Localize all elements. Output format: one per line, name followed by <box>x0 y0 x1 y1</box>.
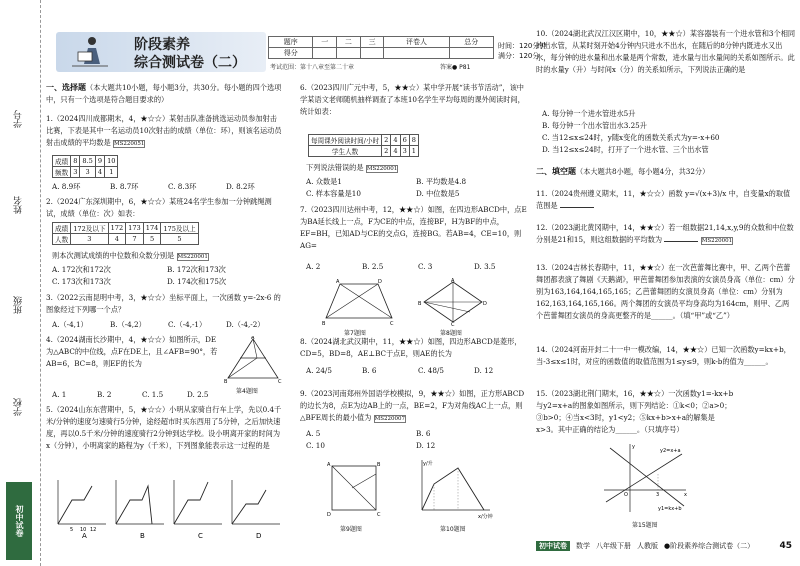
footer-brand: 初中试卷 <box>536 541 570 551</box>
score-col-label: 题序 <box>269 37 313 48</box>
q8-option-c[interactable]: C. 48/5 <box>418 366 444 375</box>
svg-text:C: C <box>377 512 381 518</box>
q12-code: MS220001 <box>701 238 733 244</box>
q5-letter-c: C <box>198 532 203 540</box>
q8-text: 8.（2024湖北武汉期中，11，★★☆）如图，四边形ABCD是菱形，CD=5，BD=8，AE⊥BC于点E，则AE的长为 <box>300 337 522 358</box>
svg-text:C: C <box>451 322 455 326</box>
q10-option-a[interactable]: A. 每分钟一个进水管进水5升 <box>542 109 636 118</box>
q7-option-d[interactable]: D. 3.5 <box>474 262 496 271</box>
score-cell[interactable] <box>449 48 493 59</box>
q4-option-c[interactable]: C. 1.5 <box>142 390 164 399</box>
q2-cell: 5 <box>161 234 198 245</box>
question-1 <box>46 113 282 150</box>
q7-options <box>306 262 528 271</box>
q4-triangle-figure <box>224 336 282 384</box>
svg-text:B: B <box>377 462 381 468</box>
svg-text:A: A <box>327 462 331 468</box>
q6-cell: 6 <box>400 135 409 146</box>
q9-option-a[interactable]: A. 5 <box>306 429 321 438</box>
q1-cell: 10 <box>105 156 118 167</box>
q3-option-c[interactable]: C.（-4,-1） <box>168 320 207 329</box>
q6-cell: 4 <box>391 135 400 146</box>
title-banner <box>56 32 266 72</box>
q2-cell: 人数 <box>53 234 71 245</box>
q2-cell: 3 <box>71 234 108 245</box>
q6-code: MS220001 <box>366 166 398 172</box>
exam-scope: 考试范围：第十八章至第二十章 <box>270 64 355 71</box>
q10-text: 10.（2024湖北武汉江汉区期中，10，★★☆）某容器装有一个进水管和3个相同的出水管，从某时刻开始4分钟内只进水不出水，在随后的8分钟内既进水又出水，每分钟的进水量和出水量是两个常数，进水量与出水量间的关系如图所示。此时的水量y（升）与时间x（分）的关系如所示，下列说法正确的是 <box>536 29 796 74</box>
q5-letter-a: A <box>82 532 87 540</box>
score-cell[interactable] <box>337 48 361 59</box>
svg-text:B: B <box>418 301 422 307</box>
q2-cell: 174 <box>143 223 161 234</box>
q2-cell: 7 <box>126 234 144 245</box>
q6-question <box>306 162 526 175</box>
section2-title: 二、填空题 <box>536 167 576 176</box>
score-col-total: 总分 <box>449 37 493 48</box>
q15-label-origin: O <box>624 492 628 498</box>
footer-subject: 数学 <box>576 542 590 550</box>
q7-option-c[interactable]: C. 3 <box>418 262 433 271</box>
q3-option-b[interactable]: B.（-4,2） <box>110 320 146 329</box>
binding-strip <box>0 0 41 566</box>
q6-cell: 8 <box>409 135 418 146</box>
q15-label-y: y <box>632 444 635 450</box>
q1-option-c[interactable]: C. 8.3环 <box>168 182 197 191</box>
q4-caption: 第4题图 <box>236 388 258 395</box>
q3-option-d[interactable]: D.（-4,-2） <box>226 320 265 329</box>
q6-cell: 3 <box>400 146 409 157</box>
q6-options <box>306 176 528 200</box>
q1-text: 1.（2024四川成都期末，4，★☆☆）某射击队准备挑选运动员参加射击比赛，下表是其中一名运动员10次射击的成绩（单位：环），则该名运动员射击成绩的平均数是 <box>46 114 282 147</box>
svg-text:D: D <box>378 279 382 285</box>
q2-cell: 成绩 <box>53 223 71 234</box>
section2-heading <box>536 166 796 178</box>
q9-options <box>306 428 528 452</box>
q2-option-d[interactable]: D. 174次和175次 <box>167 277 227 286</box>
q12-answer-blank[interactable] <box>664 241 698 242</box>
q5-graph-c[interactable] <box>174 480 222 540</box>
brand-logo: 初中试卷 <box>6 482 32 560</box>
q11-text: 11.（2024贵州遵义期末，11，★☆☆）函数 y=√(x+3)/x 中，自变量x的取值范围是 <box>536 189 791 210</box>
q5-graph-options <box>52 476 282 540</box>
score-row-label: 得分 <box>269 48 313 59</box>
question-13 <box>536 262 796 322</box>
question-4 <box>46 334 222 370</box>
q9-square-figure <box>326 460 382 520</box>
section1-heading <box>46 82 282 106</box>
question-6 <box>300 82 528 118</box>
q1-code: MS220051 <box>114 141 145 147</box>
svg-text:y/升: y/升 <box>423 461 433 467</box>
question-11 <box>536 188 796 212</box>
exam-time: 时间：120分钟 <box>498 42 547 50</box>
q2-cell: 5 <box>143 234 161 245</box>
q7-option-b[interactable]: B. 2.5 <box>362 262 384 271</box>
q12-text: 12.（2023湖北黄冈期中，14，★★☆）若一组数据21,14,x,y,9的众数和中位数分别是21和15，则这组数据的平均数为 <box>536 223 794 244</box>
question-15 <box>536 388 736 436</box>
svg-text:C: C <box>390 321 394 326</box>
q2-cell: 175及以上 <box>161 223 198 234</box>
q7-text: 7.（2023四川达州中考，12，★★☆）如图，在四边形ABCD中，点E为BA延长线上一点，F为CE的中点，连接BF，H为BF的中点，EF=BH，已知AD与CE的交点G，连接BG。若AB=4，CE=10，则AG= <box>300 205 527 250</box>
q2-text2: 则本次测试成绩的中位数和众数分别是 <box>52 251 175 260</box>
score-col-3: 三 <box>360 37 384 48</box>
footer-title: ●阶段素养综合测试卷（二） <box>664 542 755 550</box>
q6-text2: 下列说法错误的是 <box>306 163 364 172</box>
q2-cell: 173 <box>126 223 144 234</box>
q6-table <box>308 134 419 157</box>
score-cell[interactable] <box>384 48 449 59</box>
q10-caption: 第10题图 <box>440 526 466 533</box>
q6-cell: 2 <box>382 135 391 146</box>
q2-cell: 172 <box>108 223 126 234</box>
q2-option-c[interactable]: C. 173次和173次 <box>52 277 111 286</box>
q4-option-b[interactable]: B. 2 <box>97 390 112 399</box>
reading-figure-icon <box>70 34 110 70</box>
q5-text: 5.（2024山东东营期中，5，★☆☆）小明从家骑自行车上学，先以0.4千米/分钟的速度匀速骑行5分钟，途经超市时买东西用了5分钟，之后加快速度，再以0.5千米/分钟的速度骑行2分钟到达学校。设小明离开家的时间为x（分钟），小明离家的路程为y（千米），下列图象能表示这一过程的是 <box>46 405 282 450</box>
q8-option-b[interactable]: B. 6 <box>362 366 377 375</box>
q3-options <box>52 320 282 330</box>
banner-title-line2: 综合测试卷（二） <box>134 55 246 71</box>
q1-option-b[interactable]: B. 8.7环 <box>110 182 139 191</box>
question-10 <box>536 28 796 76</box>
q6-cell: 学生人数 <box>309 146 382 157</box>
q6-cell: 1 <box>409 146 418 157</box>
banner-title-line1: 阶段素养 <box>134 37 190 53</box>
svg-text:B: B <box>224 379 228 384</box>
svg-text:D: D <box>483 301 487 307</box>
footer-grade: 八年级下册 <box>596 542 631 550</box>
q5-tick-12: 12 <box>90 527 97 533</box>
q6-option-c[interactable]: C. 样本容量是10 <box>306 189 361 198</box>
svg-text:C: C <box>278 379 282 384</box>
q9-option-c[interactable]: C. 10 <box>306 441 325 450</box>
q15-label-y2: y2=x+a <box>660 448 681 454</box>
q5-letter-b: B <box>140 532 145 540</box>
q15-label-x: x <box>684 492 687 498</box>
q1-options <box>52 182 282 192</box>
q7-option-a[interactable]: A. 2 <box>306 262 321 271</box>
q1-option-a[interactable]: A. 8.9环 <box>52 182 81 191</box>
q1-cell: 4 <box>95 167 104 178</box>
q1-cell: 成绩 <box>53 156 71 167</box>
section1-note: （本大题共10小题，每小题3分，共30分。每小题的四个选项中，只有一个选项是符合题目要求的） <box>46 83 282 104</box>
q15-graph-figure <box>600 440 690 516</box>
question-2 <box>46 196 282 220</box>
q10-options <box>542 108 796 156</box>
q6-cell: 2 <box>382 146 391 157</box>
q9-option-d[interactable]: D. 12 <box>416 441 436 450</box>
q2-text: 2.（2024广东深圳期中，6，★☆☆）某班24名学生参加一分钟跳绳测试，成绩（单位：次）如表： <box>46 197 272 218</box>
svg-text:A: A <box>451 278 455 284</box>
q1-cell: 频数 <box>53 167 71 178</box>
q11-answer-blank[interactable] <box>560 207 594 208</box>
q4-text: 4.（2024湖南长沙期中，4，★☆☆）如图所示，DE为△ABC的中位线，点F在DE上，且∠AFB=90°，若AB=6，BC=8，则EF的长为 <box>46 335 218 368</box>
q10-graph-figure <box>414 458 494 522</box>
page-number: 45 <box>779 541 792 551</box>
score-cell[interactable] <box>360 48 384 59</box>
school-label: 学校 <box>14 398 24 416</box>
name-label: 姓名 <box>14 196 24 214</box>
q5-letter-d: D <box>256 532 262 540</box>
question-9 <box>300 388 528 425</box>
q9-caption: 第9题图 <box>340 526 362 533</box>
q8-option-a[interactable]: A. 24/5 <box>306 366 332 375</box>
q4-options <box>52 390 232 399</box>
class-label: 班级 <box>14 296 24 314</box>
q4-option-a[interactable]: A. 1 <box>52 390 67 399</box>
q2-options <box>52 264 282 288</box>
footer-edition: 人教版 <box>637 542 658 550</box>
q10-option-c[interactable]: C. 当12≤x≤24时，y随x变化的函数关系式为y=-x+60 <box>542 133 720 142</box>
q5-tick-10: 10 <box>80 527 87 533</box>
q5-graph-b[interactable] <box>116 480 164 540</box>
q4-option-d[interactable]: D. 2.5 <box>187 390 209 399</box>
q2-option-b[interactable]: B. 172次和173次 <box>167 265 226 274</box>
q2-code: MS220001 <box>177 254 208 260</box>
q1-cell: 1 <box>105 167 118 178</box>
question-14 <box>536 344 796 368</box>
question-3 <box>46 292 282 316</box>
q14-text: 14.（2024河南开封二十一中一模改编，14，★★☆）已知一次函数y=kx+b，当-3≤x≤1时，对应的函数值的取值范围为1≤y≤9，则k-b的值为______。 <box>536 345 791 366</box>
q9-option-b[interactable]: B. 6 <box>416 429 431 438</box>
svg-text:A: A <box>336 279 340 285</box>
q8-caption: 第8题图 <box>440 330 462 337</box>
score-col-grader: 评卷人 <box>384 37 449 48</box>
q2-cell: 172及以下 <box>71 223 108 234</box>
q1-cell: 8.5 <box>80 156 96 167</box>
question-7 <box>300 204 528 252</box>
q7-caption: 第7题图 <box>344 330 366 337</box>
q6-cell: 4 <box>391 146 400 157</box>
score-table <box>268 36 494 59</box>
q15-text: 15.（2023湖北荆门期末，16，★★☆）一次函数y1=-kx+b与y2=x+a的图象如图所示，则下列结论：①k<0；②a>0；③b>0；④当x<3时，y1<y2；⑤kx+b>x+a的解集是x>3。其中正确的结论为______。（只填序号） <box>536 389 734 434</box>
q1-cell: 8 <box>71 156 80 167</box>
page-footer <box>536 540 792 552</box>
q8-option-d[interactable]: D. 12 <box>474 366 494 375</box>
q9-code: MS220007 <box>374 416 406 422</box>
answer-reference: 答案● P81 <box>440 64 471 71</box>
section2-note: （本大题共8小题，每小题4分，共32分） <box>576 167 710 176</box>
score-cell[interactable] <box>313 48 337 59</box>
question-5 <box>46 404 282 452</box>
exam-full-score: 满分：120分 <box>498 52 540 60</box>
q2-cell: 4 <box>108 234 126 245</box>
q1-cell: 3 <box>71 167 80 178</box>
q2-question <box>52 250 282 263</box>
svg-text:D: D <box>327 512 331 518</box>
section1-title: 一、选择题 <box>46 83 86 92</box>
q1-cell: 9 <box>95 156 104 167</box>
q2-table <box>52 222 199 245</box>
q15-label-3: 3 <box>656 492 660 498</box>
q3-text: 3.（2022云南昆明中考，3，★☆☆）坐标平面上，一次函数 y=-2x-6 的图象经过下列哪一个点？ <box>46 293 281 314</box>
q5-graph-d[interactable] <box>232 480 280 540</box>
q15-label-y1: y1=kx+b <box>658 506 682 512</box>
q6-cell: 每周课外阅读时间/小时 <box>309 135 382 146</box>
q10-option-b[interactable]: B. 每分钟一个出水管出水3.25升 <box>542 121 647 130</box>
q6-option-b[interactable]: B. 平均数是4.8 <box>416 177 467 186</box>
score-col-1: 一 <box>313 37 337 48</box>
q9-text: 9.（2023河南郑州外国语学校模拟，9，★★☆）如图，正方形ABCD的边长为8，点E为边AB上的一点，BE=2，F为对角线AC上一点，则△BFE周长的最小值为 <box>300 389 525 422</box>
q13-text: 13.（2024吉林长春期中，11，★★☆）在一次芭蕾舞比赛中，甲、乙两个芭蕾舞团都表演了舞剧《天鹅湖》，甲芭蕾舞团参加表演的女演员身高（单位：cm）分别为163,164,164,165,165；乙芭蕾舞团的女演员身高（单位：cm）分别为162,163,164,165,166。两个舞团的女演员平均身高均为164cm，则甲、乙两个芭蕾舞团女演员的身高更整齐的是______。（填“甲”或“乙”） <box>536 263 795 320</box>
q10-option-d[interactable]: D. 当12≤x≤24时，打开了一个进水管、三个出水管 <box>542 145 709 154</box>
q15-caption: 第15题图 <box>632 522 658 529</box>
student-id-label: 学号 <box>14 110 24 128</box>
question-8 <box>300 336 528 360</box>
q2-option-a[interactable]: A. 172次和172次 <box>52 265 111 274</box>
q6-option-a[interactable]: A. 众数是1 <box>306 177 342 186</box>
question-12 <box>536 222 796 247</box>
q3-option-a[interactable]: A.（-4,1） <box>52 320 88 329</box>
q1-table <box>52 155 118 178</box>
q6-option-d[interactable]: D. 中位数是5 <box>416 189 460 198</box>
q8-figure <box>418 278 488 326</box>
q5-tick-5: 5 <box>70 527 74 533</box>
q6-text: 6.（2023四川广元中考，5，★★☆）某中学开展“读书节活动”，该中学某语文老师随机抽样调查了本班10名学生平均每周的课外阅读时间，统计如表： <box>300 83 525 116</box>
svg-text:x/分钟: x/分钟 <box>478 514 493 520</box>
q1-option-d[interactable]: D. 8.2环 <box>226 182 255 191</box>
svg-text:A: A <box>251 336 255 341</box>
svg-text:B: B <box>322 321 326 326</box>
q1-cell: 3 <box>80 167 96 178</box>
score-col-2: 二 <box>337 37 361 48</box>
q7-figure <box>318 278 400 326</box>
q8-options <box>306 366 528 375</box>
